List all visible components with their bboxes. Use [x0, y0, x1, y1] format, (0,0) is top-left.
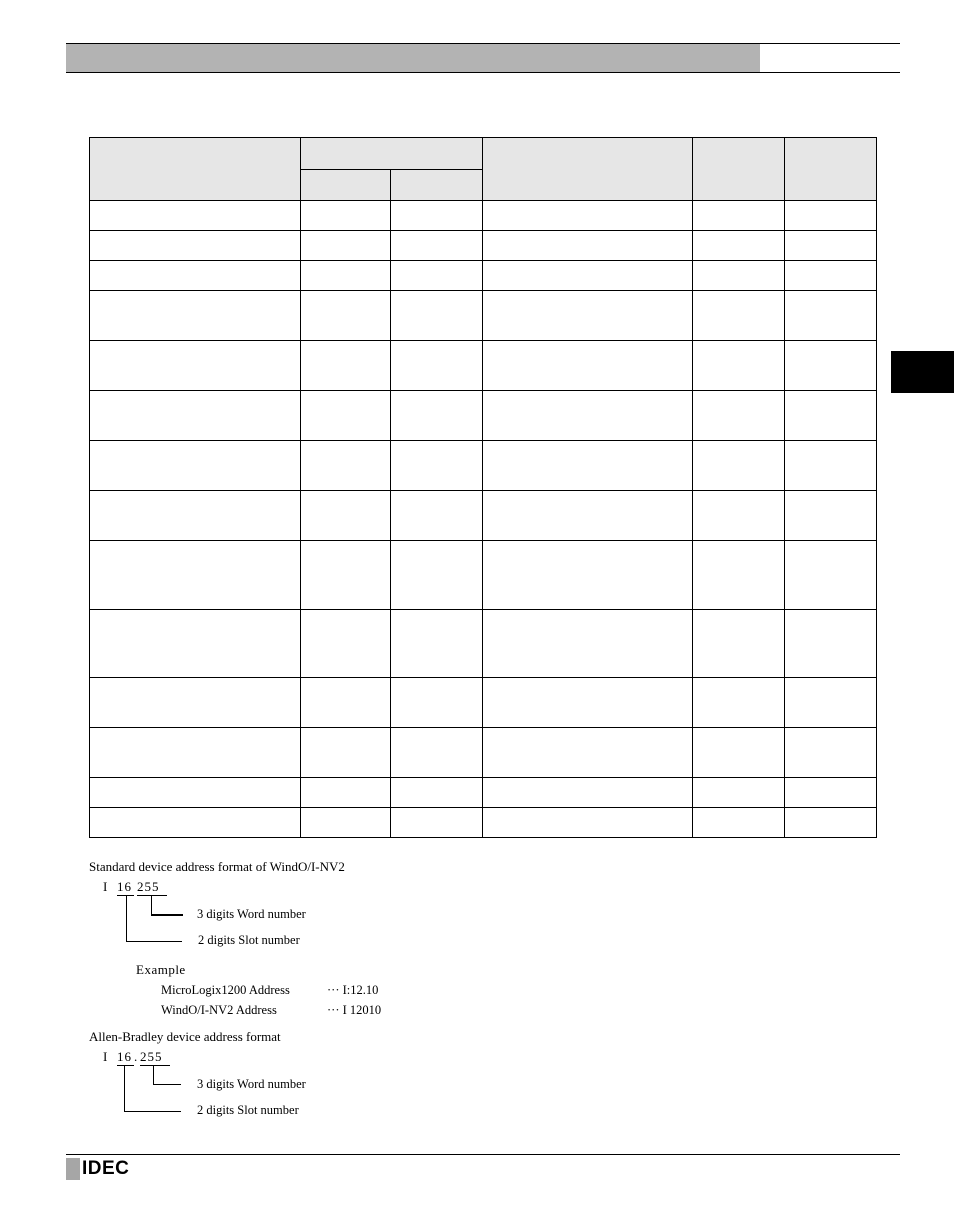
idec-logo-mark	[66, 1158, 80, 1180]
table-row	[90, 261, 877, 291]
ab-address-prefix: I	[103, 1049, 108, 1064]
table-row	[90, 728, 877, 778]
windo-format-title: Standard device address format of WindO/I-NV2	[89, 859, 345, 874]
example-title: Example	[136, 962, 186, 977]
header-cell-description	[483, 138, 693, 201]
ab-word-underline	[140, 1065, 170, 1066]
windo-word-number-label: 3 digits Word number	[197, 907, 306, 921]
table-row	[90, 391, 877, 441]
table-row	[90, 541, 877, 610]
table-row	[90, 341, 877, 391]
header-cell-col6	[785, 138, 877, 201]
ab-word-leader-h	[153, 1084, 181, 1085]
table-row	[90, 201, 877, 231]
table-row	[90, 808, 877, 838]
windo-slot-leader-v	[126, 896, 127, 941]
ab-slot-leader-v	[124, 1066, 125, 1111]
windo-slot-leader-h	[126, 941, 182, 942]
table-row	[90, 778, 877, 808]
ab-format-title: Allen-Bradley device address format	[89, 1029, 281, 1044]
idec-logo-text: IDEC	[82, 1158, 130, 1179]
windo-address-prefix: I	[103, 879, 108, 894]
ab-word-number-label: 3 digits Word number	[197, 1077, 306, 1091]
ab-separator: .	[134, 1049, 138, 1064]
windo-word-underline	[137, 895, 167, 896]
ab-slot-digits: 16	[117, 1049, 132, 1064]
header-cell-device	[90, 138, 301, 201]
windo-word-leader-h	[151, 914, 183, 916]
ab-word-digits: 255	[140, 1049, 163, 1064]
windo-slot-number-label: 2 digits Slot number	[198, 933, 300, 947]
header-cell-sub-b	[391, 170, 483, 201]
example-windo-label: WindO/I-NV2 Address	[161, 1003, 277, 1017]
ab-word-leader-v	[153, 1066, 154, 1084]
ab-slot-leader-h	[124, 1111, 181, 1112]
windo-word-leader-v	[151, 896, 152, 914]
header-gray-fill	[66, 44, 760, 72]
header-cell-address-range	[301, 138, 483, 170]
table-row	[90, 231, 877, 261]
table-row	[90, 291, 877, 341]
ab-slot-underline	[117, 1065, 134, 1066]
idec-logo	[66, 1158, 129, 1180]
table-row	[90, 441, 877, 491]
device-table	[89, 137, 877, 838]
example-windo-value: ··· I 12010	[327, 1003, 382, 1017]
chapter-tab-marker	[891, 351, 954, 393]
table-row	[90, 491, 877, 541]
table-row	[90, 610, 877, 678]
example-micrologix-label: MicroLogix1200 Address	[161, 983, 290, 997]
table-row	[90, 678, 877, 728]
header-cell-col5	[693, 138, 785, 201]
windo-word-digits: 255	[137, 879, 160, 894]
page-header-bar	[66, 43, 900, 73]
ab-slot-number-label: 2 digits Slot number	[197, 1103, 299, 1117]
footer-rule	[66, 1154, 900, 1155]
example-micrologix-value: ··· I:12.10	[327, 983, 379, 997]
windo-slot-digits: 16	[117, 879, 132, 894]
header-cell-sub-a	[301, 170, 391, 201]
